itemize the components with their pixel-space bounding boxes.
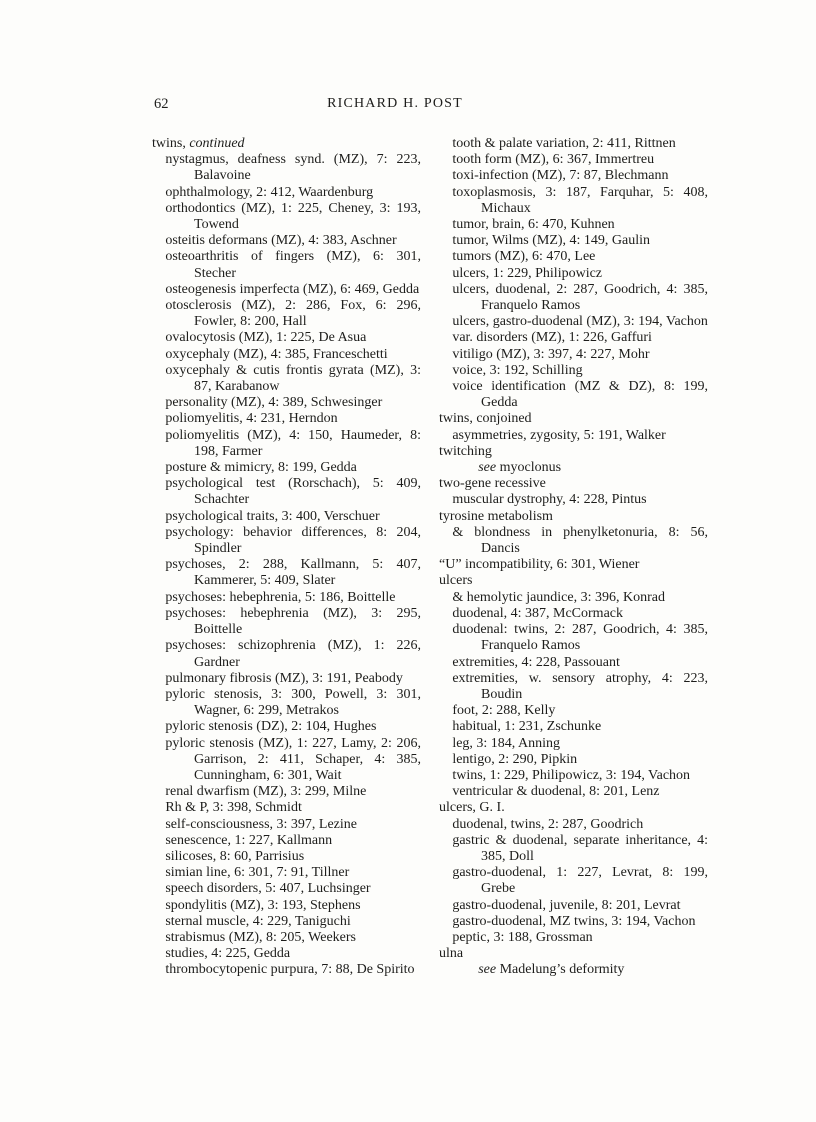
index-entry xyxy=(439,136,708,152)
index-entry-text: pyloric stenosis (DZ), 2: 104, Hughes xyxy=(165,719,377,735)
index-entry xyxy=(152,719,421,735)
index-entry-text: asymmetries, zygosity, 5: 191, Walker xyxy=(452,427,666,443)
index-entry-text: duodenal, twins, 2: 287, Goodrich xyxy=(452,816,644,832)
index-entry xyxy=(439,671,708,703)
index-entry-text: ventricular & duodenal, 8: 201, Lenz xyxy=(452,784,660,800)
index-entry-text: strabismus (MZ), 8: 205, Weekers xyxy=(165,929,357,945)
index-entry-text: twins, conjoined xyxy=(439,411,532,427)
index-entry xyxy=(439,168,708,184)
index-entry xyxy=(439,249,708,265)
index-entry xyxy=(152,525,421,557)
index-entry xyxy=(439,282,708,314)
index-entry-text: var. disorders (MZ), 1: 226, Gaffuri xyxy=(452,330,652,346)
index-entry-italic-text: see xyxy=(478,460,500,476)
index-entry-text: duodenal: twins, 2: 287, Goodrich, 4: 385, Franquelo Ramos xyxy=(452,622,708,654)
index-entry-text: posture & mimicry, 8: 199, Gedda xyxy=(165,460,357,476)
index-entry-text: gastric & duodenal, separate inheritance, 4: 385, Doll xyxy=(452,832,708,864)
index-entry xyxy=(439,363,708,379)
index-entry-text: poliomyelitis, 4: 231, Herndon xyxy=(165,411,338,427)
index-entry xyxy=(439,784,708,800)
index-entry xyxy=(439,622,708,654)
index-entry-text: twins, 1: 229, Philipowicz, 3: 194, Vachon xyxy=(452,767,691,783)
index-entry xyxy=(152,687,421,719)
index-entry xyxy=(152,833,421,849)
index-entry xyxy=(439,330,708,346)
index-entry xyxy=(152,136,421,152)
index-entry xyxy=(152,152,421,184)
index-entry-text: sternal muscle, 4: 229, Taniguchi xyxy=(165,913,351,929)
index-entry-text: lentigo, 2: 290, Pipkin xyxy=(452,751,578,767)
index-entry xyxy=(152,395,421,411)
index-entry-text: personality (MZ), 4: 389, Schwesinger xyxy=(165,395,383,411)
index-entry xyxy=(152,865,421,881)
index-entry xyxy=(439,865,708,897)
index-entry xyxy=(439,752,708,768)
index-entry-text: ulcers xyxy=(439,573,473,589)
index-entry xyxy=(439,347,708,363)
index-entry-text: senescence, 1: 227, Kallmann xyxy=(165,832,333,848)
index-entry-text: psychoses: hebephrenia, 5: 186, Boittelle xyxy=(165,589,396,605)
index-entry xyxy=(439,379,708,411)
index-entry-text: extremities, w. sensory atrophy, 4: 223, Boudin xyxy=(452,670,708,702)
index-entry xyxy=(439,946,708,962)
index-entry xyxy=(439,655,708,671)
index-entry-text: “U” incompatibility, 6: 301, Wiener xyxy=(439,557,640,573)
page-number: 62 xyxy=(154,96,169,112)
index-entry xyxy=(439,411,708,427)
index-entry xyxy=(152,638,421,670)
index-entry-text: thrombocytopenic purpura, 7: 88, De Spirito xyxy=(165,962,415,978)
index-entry-text: tumor, Wilms (MZ), 4: 149, Gaulin xyxy=(452,233,651,249)
index-entry-text: twins, xyxy=(152,136,190,151)
left-column xyxy=(152,136,421,979)
index-entry xyxy=(439,492,708,508)
index-entry xyxy=(439,525,708,557)
index-entry xyxy=(152,590,421,606)
index-entry-text: gastro-duodenal, juvenile, 8: 201, Levrat xyxy=(452,897,681,913)
index-entry-text: & blondness in phenylketonuria, 8: 56, Dancis xyxy=(452,524,708,557)
index-entry xyxy=(439,914,708,930)
index-entry-text: psychological traits, 3: 400, Verschuer xyxy=(165,508,380,524)
index-entry xyxy=(439,476,708,492)
index-entry-text: oxycephaly (MZ), 4: 385, Franceschetti xyxy=(165,346,388,362)
index-entry-text: tooth & palate variation, 2: 411, Rittnen xyxy=(452,136,676,151)
index-entry-text: gastro-duodenal, 1: 227, Levrat, 8: 199, Grebe xyxy=(452,865,708,897)
index-entry xyxy=(152,185,421,201)
index-entry-text: voice, 3: 192, Schilling xyxy=(452,362,583,378)
index-entry xyxy=(152,800,421,816)
index-entry xyxy=(152,671,421,687)
index-entry xyxy=(439,266,708,282)
index-entry-text: oxycephaly & cutis frontis gyrata (MZ), 3: 87, Karabanow xyxy=(165,362,421,395)
index-entry xyxy=(439,817,708,833)
index-entry xyxy=(152,849,421,865)
index-entry-text: simian line, 6: 301, 7: 91, Tillner xyxy=(165,865,350,881)
index-entry xyxy=(152,411,421,427)
index-entry xyxy=(439,460,708,476)
index-entry-text: psychoses: hebephrenia (MZ), 3: 295, Boittelle xyxy=(165,605,421,638)
index-entry-text: osteitis deformans (MZ), 4: 383, Aschner xyxy=(165,233,397,249)
index-entry xyxy=(439,314,708,330)
index-entry xyxy=(152,298,421,330)
index-entry xyxy=(439,557,708,573)
index-entry xyxy=(152,817,421,833)
index-entry-italic-text: see xyxy=(478,962,500,978)
index-entry-text: psychoses: schizophrenia (MZ), 1: 226, Gardner xyxy=(165,638,421,670)
index-entry xyxy=(439,444,708,460)
right-column xyxy=(439,136,708,979)
index-entry xyxy=(439,736,708,752)
index-entry-text: vitiligo (MZ), 3: 397, 4: 227, Mohr xyxy=(452,346,650,362)
index-entry-text: peptic, 3: 188, Grossman xyxy=(452,929,593,945)
index-entry-text: osteoarthritis of fingers (MZ), 6: 301, Stecher xyxy=(165,249,421,281)
index-entry-text: Madelung’s deformity xyxy=(499,962,625,978)
index-entry-text: pyloric stenosis (MZ), 1: 227, Lamy, 2: 206, Garrison, 2: 411, Schaper, 4: 385, Cunningham, 6: 301, Wait xyxy=(165,735,421,783)
index-entry xyxy=(439,573,708,589)
index-entry xyxy=(152,736,421,785)
index-entry xyxy=(439,962,708,978)
index-entry-text: studies, 4: 225, Gedda xyxy=(165,946,291,962)
index-entry xyxy=(152,557,421,589)
index-entry-text: ulcers, 1: 229, Philipowicz xyxy=(452,265,603,281)
index-entry xyxy=(152,881,421,897)
index-entry xyxy=(152,330,421,346)
index-entry-text: spondylitis (MZ), 3: 193, Stephens xyxy=(165,897,361,913)
index-entry xyxy=(439,217,708,233)
index-entry-text: otosclerosis (MZ), 2: 286, Fox, 6: 296, Fowler, 8: 200, Hall xyxy=(165,298,421,330)
index-entry xyxy=(439,590,708,606)
index-entry-text: toxoplasmosis, 3: 187, Farquhar, 5: 408, Michaux xyxy=(452,184,708,216)
page-header xyxy=(152,96,708,114)
index-entry xyxy=(439,152,708,168)
index-entry-text: ulcers, duodenal, 2: 287, Goodrich, 4: 385, Franquelo Ramos xyxy=(452,281,708,314)
index-entry-text: tumor, brain, 6: 470, Kuhnen xyxy=(452,217,615,233)
index-entry-text: pulmonary fibrosis (MZ), 3: 191, Peabody xyxy=(165,670,403,686)
index-entry-text: nystagmus, deafness synd. (MZ), 7: 223, Balavoine xyxy=(165,152,421,184)
index-entry-text: ophthalmology, 2: 412, Waardenburg xyxy=(165,184,374,200)
index-entry-text: psychology: behavior differences, 8: 204, Spindler xyxy=(165,524,421,557)
index-entry-text: psychological test (Rorschach), 5: 409, Schachter xyxy=(165,476,421,508)
index-entry-text: foot, 2: 288, Kelly xyxy=(452,703,556,719)
index-entry-text: tyrosine metabolism xyxy=(439,508,553,524)
index-entry xyxy=(439,606,708,622)
running-title: RICHARD H. POST xyxy=(327,96,463,111)
index-entry-text: renal dwarfism (MZ), 3: 299, Milne xyxy=(165,784,367,800)
index-entry xyxy=(439,833,708,865)
index-entry xyxy=(152,509,421,525)
index-entry xyxy=(152,898,421,914)
index-entry xyxy=(439,509,708,525)
index-entry-text: ulcers, gastro-duodenal (MZ), 3: 194, Vachon xyxy=(452,314,708,330)
index-entry-text: twitching xyxy=(439,443,492,459)
index-entry-text: ovalocytosis (MZ), 1: 225, De Asua xyxy=(165,330,367,346)
index-entry-text: extremities, 4: 228, Passouant xyxy=(452,654,620,670)
index-entry xyxy=(152,249,421,281)
index-entry-italic-text: continued xyxy=(189,136,245,151)
index-entry xyxy=(439,719,708,735)
index-entry xyxy=(152,363,421,395)
index-entry xyxy=(439,185,708,217)
index-entry xyxy=(152,914,421,930)
index-entry xyxy=(439,800,708,816)
index-entry-text: voice identification (MZ & DZ), 8: 199, Gedda xyxy=(452,379,708,411)
index-entry-text: psychoses, 2: 288, Kallmann, 5: 407, Kammerer, 5: 409, Slater xyxy=(165,557,421,589)
index-entry xyxy=(152,347,421,363)
index-entry-text: duodenal, 4: 387, McCormack xyxy=(452,605,623,621)
index-entry xyxy=(439,898,708,914)
index-columns xyxy=(152,136,708,979)
index-entry xyxy=(439,233,708,249)
index-entry-text: tooth form (MZ), 6: 367, Immertreu xyxy=(452,152,655,168)
index-entry-text: ulcers, G. I. xyxy=(439,800,505,816)
index-entry-text: self-consciousness, 3: 397, Lezine xyxy=(165,816,357,832)
index-entry xyxy=(439,703,708,719)
index-entry xyxy=(152,946,421,962)
index-entry-text: silicoses, 8: 60, Parrisius xyxy=(165,848,305,864)
index-entry-text: gastro-duodenal, MZ twins, 3: 194, Vachon xyxy=(452,913,696,929)
index-entry xyxy=(439,930,708,946)
index-entry xyxy=(152,476,421,508)
index-entry-text: ulna xyxy=(439,946,464,962)
index-entry-text: leg, 3: 184, Anning xyxy=(452,735,561,751)
index-entry-text: orthodontics (MZ), 1: 225, Cheney, 3: 193, Towend xyxy=(165,200,421,233)
index-entry-text: two-gene recessive xyxy=(439,476,546,492)
index-entry xyxy=(152,930,421,946)
index-entry-text: tumors (MZ), 6: 470, Lee xyxy=(452,249,596,265)
index-entry-text: pyloric stenosis, 3: 300, Powell, 3: 301, Wagner, 6: 299, Metrakos xyxy=(165,686,421,719)
index-entry-text: myoclonus xyxy=(499,460,562,476)
index-entry xyxy=(152,606,421,638)
index-entry-text: muscular dystrophy, 4: 228, Pintus xyxy=(452,492,647,508)
index-entry-text: osteogenesis imperfecta (MZ), 6: 469, Gedda xyxy=(165,281,420,297)
index-entry xyxy=(152,962,421,978)
index-entry xyxy=(152,282,421,298)
index-entry-text: Rh & P, 3: 398, Schmidt xyxy=(165,800,302,816)
index-entry xyxy=(152,460,421,476)
index-entry-text: & hemolytic jaundice, 3: 396, Konrad xyxy=(452,589,665,605)
index-entry xyxy=(152,233,421,249)
index-entry-text: toxi-infection (MZ), 7: 87, Blechmann xyxy=(452,168,669,184)
index-entry-text: speech disorders, 5: 407, Luchsinger xyxy=(165,881,371,897)
index-entry xyxy=(439,428,708,444)
index-entry-text: poliomyelitis (MZ), 4: 150, Haumeder, 8: 198, Farmer xyxy=(165,427,421,459)
index-entry xyxy=(439,768,708,784)
index-entry xyxy=(152,201,421,233)
index-entry xyxy=(152,428,421,460)
index-entry-text: habitual, 1: 231, Zschunke xyxy=(452,719,602,735)
index-entry xyxy=(152,784,421,800)
